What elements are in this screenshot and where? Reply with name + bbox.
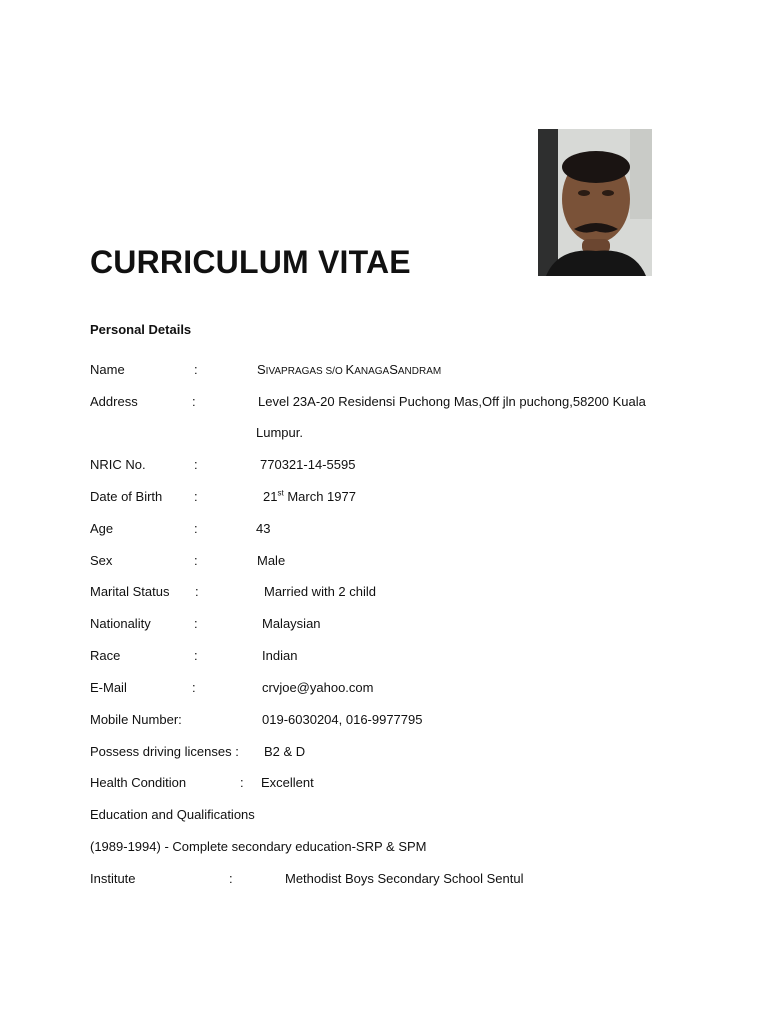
- value-marital-status: Married with 2 child: [264, 584, 376, 599]
- colon-email: :: [192, 680, 196, 695]
- value-health: Excellent: [261, 775, 314, 790]
- value-race: Indian: [262, 648, 298, 663]
- name-part: K: [345, 362, 355, 377]
- dob-day: 21: [263, 489, 278, 504]
- label-marital-status: Marital Status: [90, 584, 170, 599]
- colon-race: :: [194, 648, 198, 663]
- colon-sex: :: [194, 553, 198, 568]
- dob-rest: March 1977: [283, 489, 356, 504]
- name-part: S: [389, 362, 398, 377]
- name-part: ANAGA: [354, 366, 390, 377]
- label-dob: Date of Birth: [90, 489, 163, 504]
- dob-suffix: st: [277, 488, 284, 498]
- label-sex: Sex: [90, 553, 113, 568]
- value-driving: B2 & D: [264, 744, 306, 759]
- colon-dob: :: [194, 489, 198, 504]
- label-nationality: Nationality: [90, 616, 151, 631]
- value-dob: [263, 488, 356, 506]
- education-line: (1989-1994) - Complete secondary education-SRP & SPM: [90, 839, 427, 854]
- education-heading: Education and Qualifications: [90, 807, 255, 822]
- name-part: S: [257, 362, 266, 377]
- label-name: Name: [90, 362, 125, 377]
- colon-nric: :: [194, 457, 198, 472]
- label-mobile: Mobile Number:: [90, 712, 182, 727]
- value-address-line2: Lumpur.: [256, 425, 303, 440]
- name-part: IVAPRAGAS S/O: [265, 366, 346, 377]
- portrait-image: [538, 129, 652, 276]
- section-heading-personal: Personal Details: [90, 322, 192, 337]
- colon-age: :: [194, 521, 198, 536]
- label-address: Address: [90, 394, 138, 409]
- value-name: [257, 361, 441, 381]
- label-nric: NRIC No.: [90, 457, 146, 472]
- name-part: ANDRAM: [397, 366, 442, 377]
- value-email: crvjoe@yahoo.com: [262, 680, 374, 695]
- colon-health: :: [240, 775, 244, 790]
- label-health: Health Condition: [90, 775, 187, 790]
- label-driving: Possess driving licenses :: [90, 744, 239, 759]
- page-title: CURRICULUM VITAE: [90, 244, 411, 280]
- colon-address: :: [192, 394, 196, 409]
- value-sex: Male: [257, 553, 286, 568]
- value-nric: 770321-14-5595: [260, 457, 356, 472]
- value-age: 43: [256, 521, 271, 536]
- colon-institute: :: [229, 871, 233, 886]
- portrait-photo: [538, 129, 652, 276]
- colon-nationality: :: [194, 616, 198, 631]
- colon-name: :: [194, 362, 198, 377]
- value-nationality: Malaysian: [262, 616, 321, 631]
- value-address-line1: Level 23A-20 Residensi Puchong Mas,Off jln puchong,58200 Kuala: [258, 394, 646, 409]
- label-email: E-Mail: [90, 680, 127, 695]
- colon-marital-status: :: [195, 584, 199, 599]
- label-institute: Institute: [90, 871, 136, 886]
- label-age: Age: [90, 521, 114, 536]
- value-institute: Methodist Boys Secondary School Sentul: [285, 871, 524, 886]
- value-mobile: 019-6030204, 016-9977795: [262, 712, 423, 727]
- label-race: Race: [90, 648, 121, 663]
